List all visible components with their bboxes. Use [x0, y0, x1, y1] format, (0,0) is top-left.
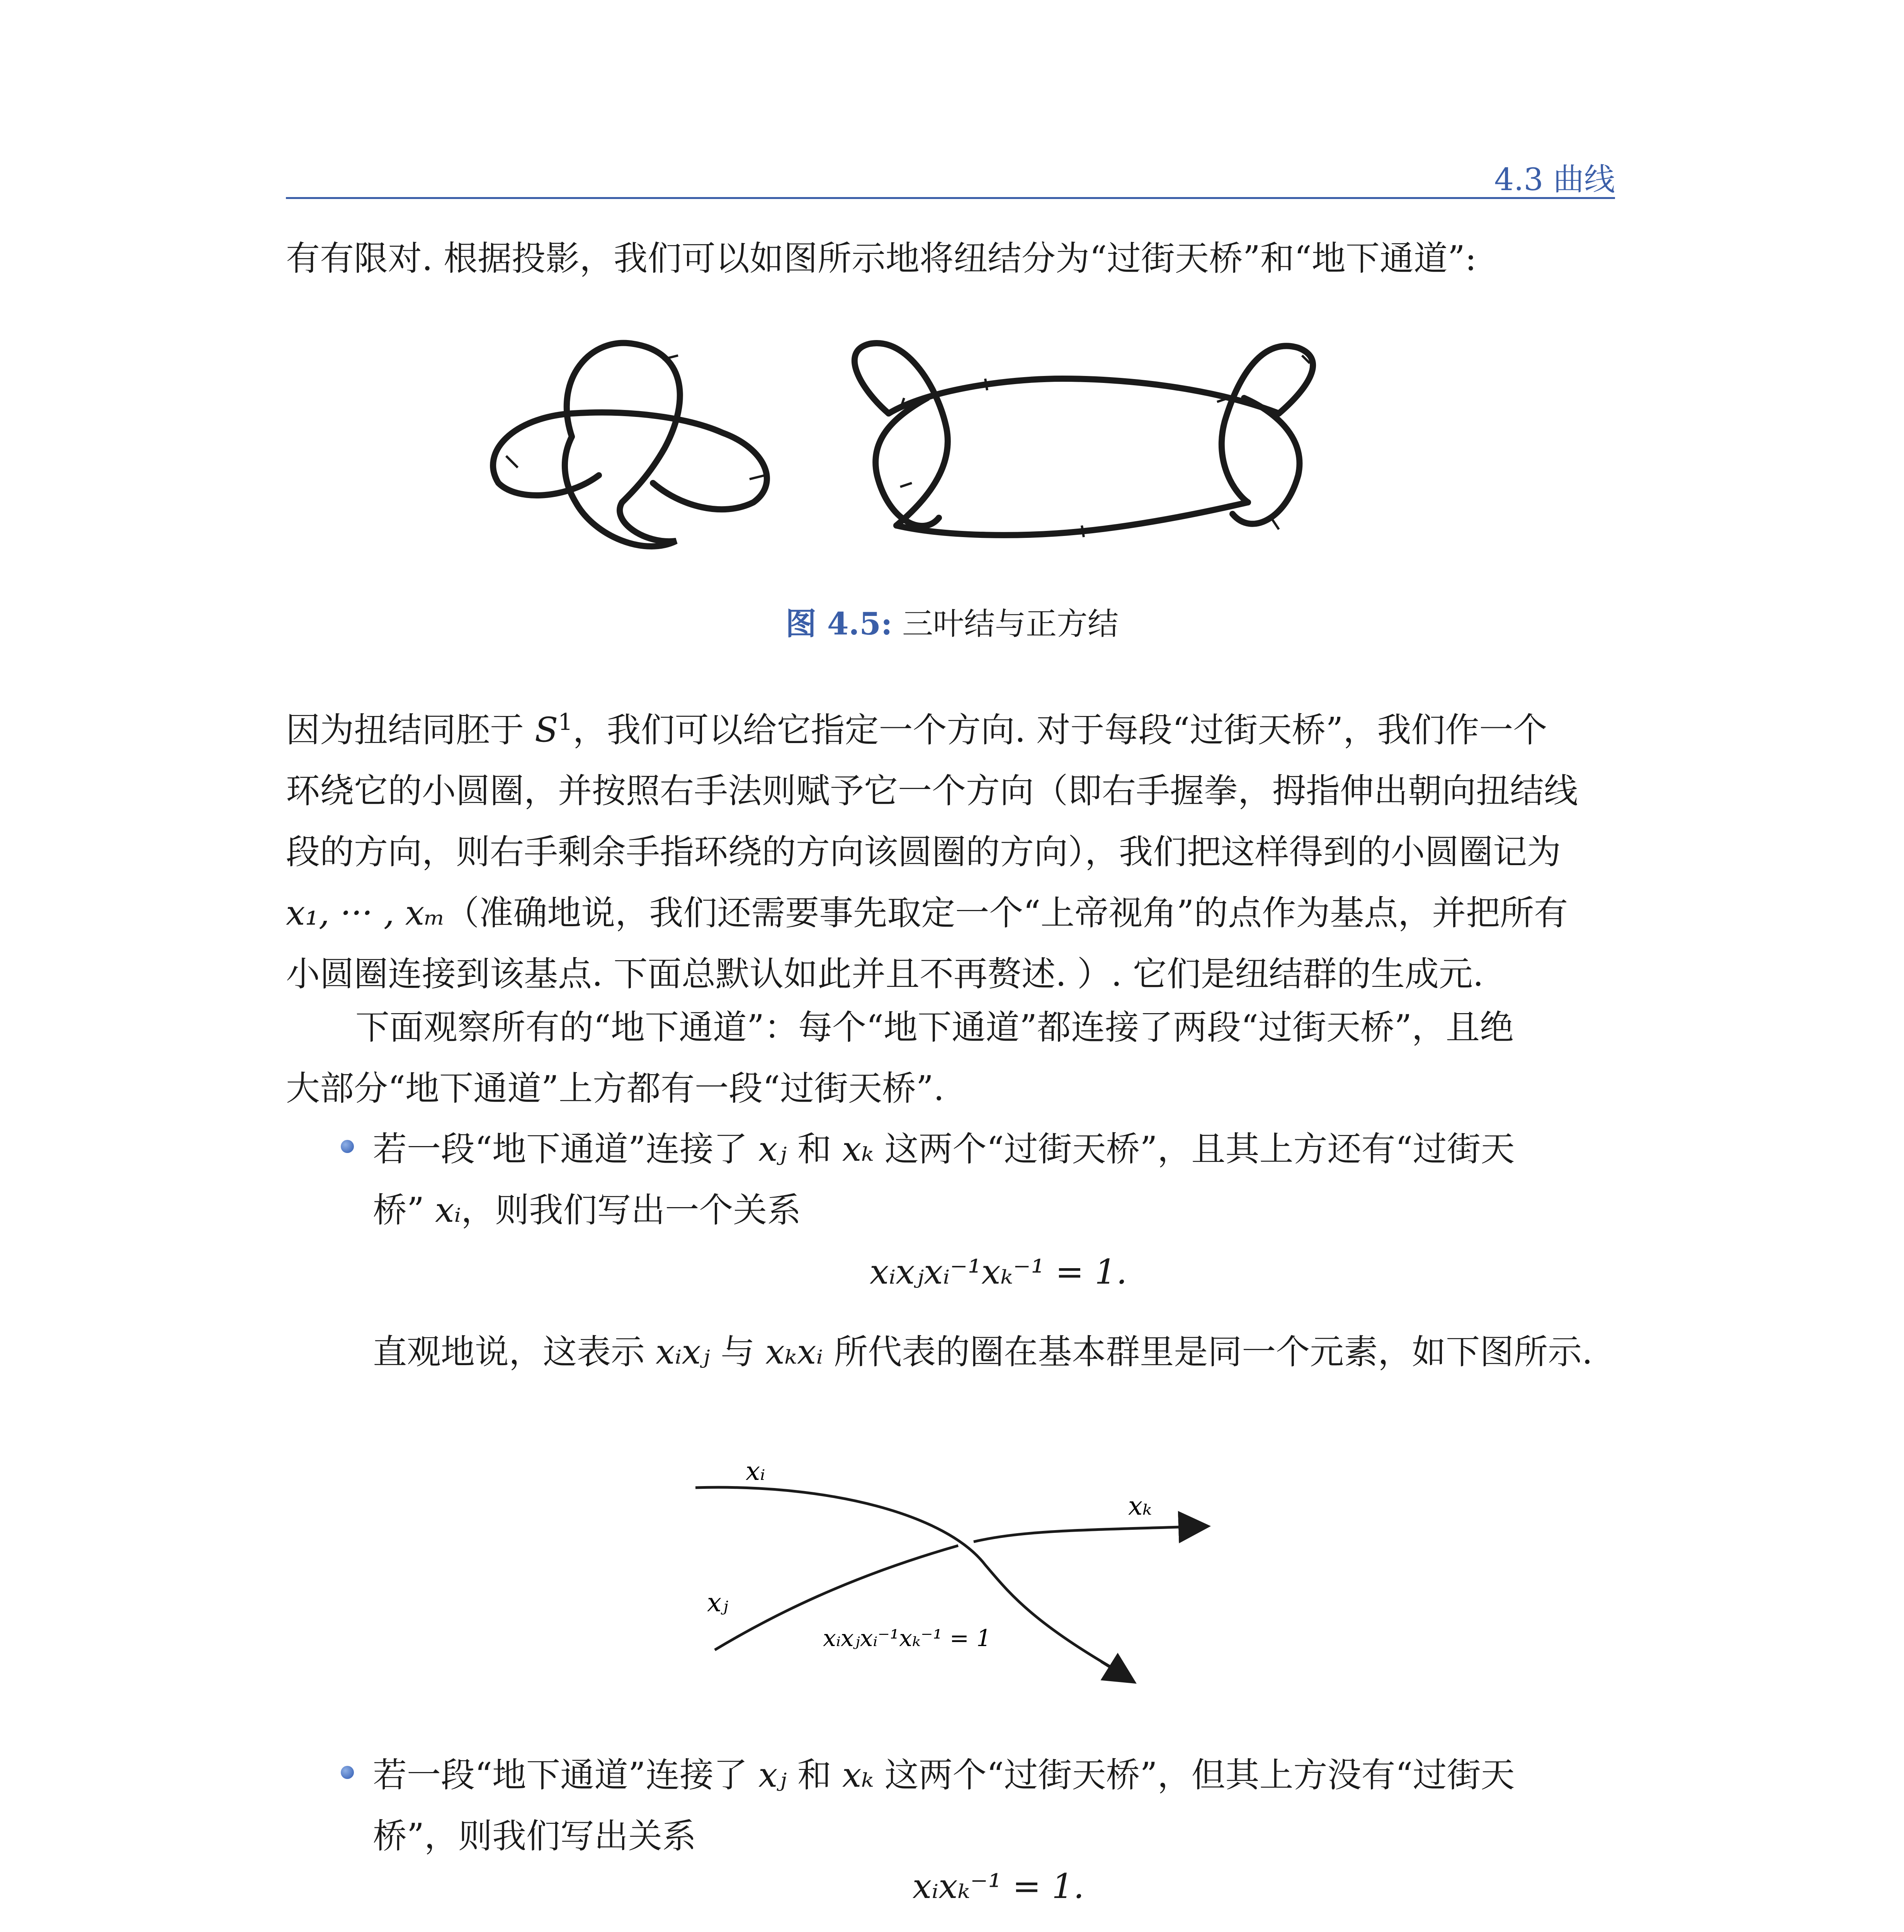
relation-equation-1: xᵢxⱼxᵢ⁻¹xₖ⁻¹ = 1.: [869, 1252, 1127, 1292]
line: 桥”，则我们写出关系: [373, 1816, 696, 1856]
relation-equation-2: xᵢxₖ⁻¹ = 1.: [912, 1866, 1085, 1906]
figure-caption-text: 三叶结与正方结: [902, 606, 1119, 642]
trefoil-knot: [493, 343, 767, 546]
crossing-diagram: [676, 1453, 1236, 1692]
label-xi: xᵢ: [746, 1456, 765, 1486]
line: 下面观察所有的“地下通道”：每个“地下通道”都连接了两段“过街天桥”，且绝: [355, 1007, 1514, 1047]
figure-caption: [0, 599, 1904, 643]
bullet-icon: [341, 1766, 354, 1779]
line: 若一段“地下通道”连接了 xⱼ 和 xₖ 这两个“过街天桥”，但其上方没有“过街天: [373, 1755, 1515, 1795]
underpass-paragraph: [286, 997, 1615, 1119]
line: 段的方向，则右手剩余手指环绕的方向该圆圈的方向），我们把这样得到的小圆圈记为: [286, 832, 1561, 872]
label-xk: xₖ: [1128, 1491, 1152, 1521]
orientation-paragraph: [286, 692, 1615, 1005]
line: 桥” xᵢ，则我们写出一个关系: [373, 1190, 801, 1230]
line: 因为扭结同胚于 $S^1$，我们可以给它指定一个方向. 对于每段“过街天桥”，我们作一个: [286, 709, 1547, 750]
running-header: [286, 147, 1615, 199]
line: x₁, ··· , xₘ（准确地说，我们还需要事先取定一个“上帝视角”的点作为基点，并把所有: [286, 893, 1568, 933]
overpass-arrowhead: [1101, 1662, 1132, 1681]
line: 环绕它的小圆圈，并按照右手法则赋予它一个方向（即右手握拳，拇指伸出朝向扭结线: [286, 771, 1578, 811]
knot-figure: [483, 321, 1372, 591]
figure-label: 图 4.5:: [785, 605, 892, 642]
intro-paragraph: [286, 228, 1615, 289]
intro-text: 有有限对. 根据投影，我们可以如图所示地将纽结分为“过街天桥”和“地下通道”:: [286, 238, 1477, 278]
underpass-arc-xk: [974, 1526, 1205, 1542]
line: 小圆圈连接到该基点. 下面总默认如此并且不再赘述. ）. 它们是纽结群的生成元.: [286, 954, 1484, 994]
line: 若一段“地下通道”连接了 xⱼ 和 xₖ 这两个“过街天桥”，且其上方还有“过街天: [373, 1129, 1515, 1169]
bullet-item-2: [373, 1745, 1615, 1867]
bullet-1-explanation: 直观地说，这表示 xᵢxⱼ 与 xₖxᵢ 所代表的圈在基本群里是同一个元素，如下图所示.: [373, 1332, 1593, 1372]
bullet-icon: [341, 1140, 354, 1153]
section-title: 4.3 曲线: [1494, 162, 1615, 197]
label-xj: xⱼ: [707, 1588, 728, 1617]
label-relation: xᵢxⱼxᵢ⁻¹xₖ⁻¹ = 1: [823, 1625, 991, 1652]
square-knot: [855, 343, 1313, 535]
line: 大部分“地下通道”上方都有一段“过街天桥”.: [286, 1068, 944, 1108]
bullet-item-1: [373, 1119, 1615, 1241]
